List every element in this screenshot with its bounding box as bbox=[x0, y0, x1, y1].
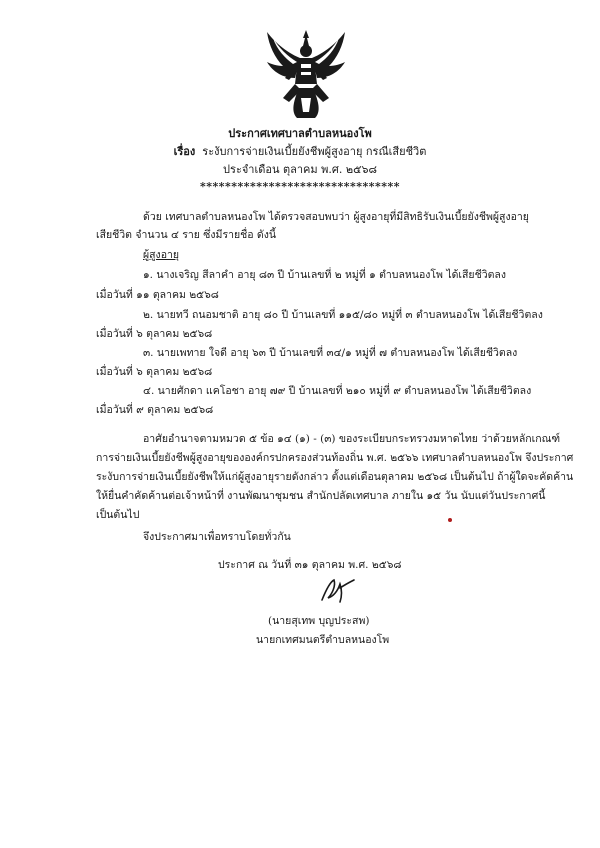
subject-text: ระงับการจ่ายเงินเบี้ยยังชีพผู้สูงอายุ กรณีเสียชีวิต bbox=[202, 145, 427, 158]
signature bbox=[316, 576, 358, 604]
intro-line-1: ด้วย เทศบาลตำบลหนองโพ ได้ตรวจสอบพบว่า ผู้สูงอายุที่มีสิทธิรับเงินเบี้ยยังชีพผู้สูงอายุ bbox=[143, 211, 529, 223]
person-2-line-1: ๒. นายทวี ถนอมชาติ อายุ ๘๐ ปี บ้านเลขที่ ๑๑๕/๘๐ หมู่ที่ ๓ ตำบลหนองโพ ได้เสียชีวิตลง bbox=[143, 309, 543, 321]
person-4-line-1: ๔. นายศักดา แคโอชา อายุ ๗๙ ปี บ้านเลขที่ ๒๑๐ หมู่ที่ ๙ ตำบลหนองโพ ได้เสียชีวิตลง bbox=[143, 385, 532, 397]
list-heading: ผู้สูงอายุ bbox=[143, 249, 180, 261]
announcement-title: ประกาศเทศบาลตำบลหนองโพ bbox=[228, 127, 372, 140]
authority-line-1: อาศัยอำนาจตามหมวด ๕ ข้อ ๑๔ (๑) - (๓) ของระเบียบกระทรวงมหาดไทย ว่าด้วยหลักเกณฑ์ bbox=[143, 433, 561, 445]
person-1-line-1: ๑. นางเจริญ สีลาคำ อายุ ๘๓ ปี บ้านเลขที่ ๒ หมู่ที่ ๑ ตำบลหนองโพ ได้เสียชีวิตลง bbox=[143, 269, 506, 281]
person-3-line-1: ๓. นายเพทาย ใจดี อายุ ๖๓ ปี บ้านเลขที่ ๓๔/๑ หมู่ที่ ๗ ตำบลหนองโพ ได้เสียชีวิตลง bbox=[143, 347, 518, 359]
authority-line-5: เป็นต้นไป bbox=[96, 509, 140, 521]
intro-line-2: เสียชีวิต จำนวน ๔ ราย ซึ่งมีรายชื่อ ดังนี้ bbox=[96, 229, 277, 241]
person-2-line-2: เมื่อวันที่ ๖ ตุลาคม ๒๕๖๘ bbox=[96, 328, 213, 340]
subject-label: เรื่อง bbox=[173, 145, 196, 158]
person-4-line-2: เมื่อวันที่ ๙ ตุลาคม ๒๕๖๘ bbox=[96, 404, 214, 416]
subject-line bbox=[0, 145, 600, 159]
announced-date: ประกาศ ณ วันที่ ๓๑ ตุลาคม พ.ศ. ๒๕๖๘ bbox=[218, 559, 402, 571]
ink-dot bbox=[448, 518, 452, 522]
authority-line-2: การจ่ายเงินเบี้ยยังชีพผู้สูงอายุขององค์กรปกครองส่วนท้องถิ่น พ.ศ. ๒๕๖๖ เทศบาลตำบลหนองโพ จึงประกาศ bbox=[96, 452, 574, 464]
garuda-emblem bbox=[263, 28, 349, 120]
person-1-line-2: เมื่อวันที่ ๑๑ ตุลาคม ๒๕๖๘ bbox=[96, 289, 219, 301]
signer-title: นายกเทศมนตรีตำบลหนองโพ bbox=[256, 634, 390, 646]
authority-line-4: ให้ยื่นคำคัดค้านต่อเจ้าหน้าที่ งานพัฒนาชุมชน สำนักปลัดเทศบาล ภายใน ๑๕ วัน นับแต่วันประกาศนี้ bbox=[96, 490, 546, 502]
authority-line-3: ระงับการจ่ายเงินเบี้ยยังชีพให้แก่ผู้สูงอายุรายดังกล่าว ตั้งแต่เดือนตุลาคม ๒๕๖๘ เป็นต้นไป ถ้าผู้ใดจะคัดค้าน bbox=[96, 471, 574, 483]
closing-line: จึงประกาศมาเพื่อทราบโดยทั่วกัน bbox=[143, 531, 291, 543]
period-line: ประจำเดือน ตุลาคม พ.ศ. ๒๕๖๘ bbox=[223, 163, 377, 176]
person-3-line-2: เมื่อวันที่ ๖ ตุลาคม ๒๕๖๘ bbox=[96, 366, 213, 378]
separator-stars: ******************************** bbox=[199, 180, 401, 193]
signer-name: (นายสุเทพ บุญประสพ) bbox=[268, 615, 370, 627]
